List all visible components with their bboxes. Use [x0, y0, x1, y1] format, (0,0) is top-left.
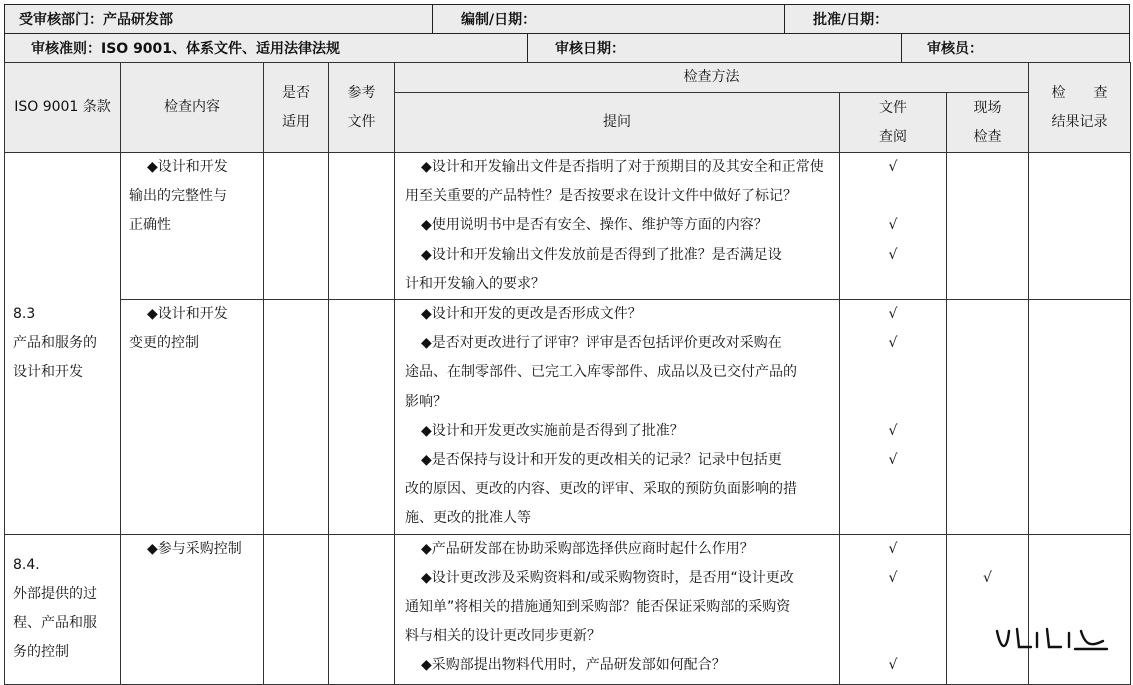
reference-cell	[329, 300, 395, 535]
col-header-site-check: 现场 检查	[947, 93, 1029, 153]
doc-review-cell: √ √ √	[840, 153, 947, 300]
content-cell: ◆设计和开发 输出的完整性与 正确性	[121, 153, 264, 300]
watermark-scribble	[991, 623, 1111, 653]
col-header-method: 检查方法	[395, 63, 1029, 93]
col-header-content: 检查内容	[121, 63, 264, 153]
content-cell: ◆参与采购控制	[121, 534, 264, 684]
applicable-cell	[264, 153, 329, 300]
site-check-cell: √	[947, 534, 1029, 684]
result-cell	[1029, 534, 1131, 684]
question-cell: ◆产品研发部在协助采购部选择供应商时起什么作用？ ◆设计更改涉及采购资料和/或采购物资时，是否用“设计更改 通知单”将相关的措施通知到采购部？能否保证采购部的采购资 料与相关的设计更改同步更新？ ◆采购部提出物料代用时，产品研发部如何配合？	[395, 534, 840, 684]
col-header-applicable: 是否 适用	[264, 63, 329, 153]
site-check-cell	[947, 300, 1029, 535]
clause-cell: 8.3 产品和服务的 设计和开发	[5, 153, 121, 535]
audit-date: 审核日期：	[555, 41, 625, 57]
question-cell: ◆设计和开发输出文件是否指明了对于预期目的及其安全和正常使 用至关重要的产品特性？是否按要求在设计文件中做好了标记？ ◆使用说明书中是否有安全、操作、维护等方面的内容？ ◆设计和开发输出文件发放前是否得到了批准？是否满足设 计和开发输入的要求？	[395, 153, 840, 300]
reference-cell	[329, 534, 395, 684]
result-cell	[1029, 300, 1131, 535]
prepared-date: 编制/日期：	[461, 12, 537, 28]
applicable-cell	[264, 534, 329, 684]
result-cell	[1029, 153, 1131, 300]
col-header-result: 检 查 结果记录	[1029, 63, 1131, 153]
content-cell: ◆设计和开发 变更的控制	[121, 300, 264, 535]
table-row	[5, 153, 1131, 300]
audit-criteria: 审核准则：ISO 9001、体系文件、适用法律法规	[31, 41, 341, 57]
clause-cell: 8.4. 外部提供的过 程、产品和服 务的控制	[5, 534, 121, 684]
col-header-clause: ISO 9001 条款	[5, 63, 121, 153]
table-row	[5, 534, 1131, 684]
audited-department: 受审核部门：产品研发部	[19, 12, 173, 28]
col-header-reference: 参考 文件	[329, 63, 395, 153]
col-header-question: 提问	[395, 93, 840, 153]
reference-cell	[329, 153, 395, 300]
applicable-cell	[264, 300, 329, 535]
doc-review-cell: √ √ √ √	[840, 300, 947, 535]
col-header-doc-review: 文件 查阅	[840, 93, 947, 153]
auditor: 审核员：	[927, 41, 983, 57]
question-cell: ◆设计和开发的更改是否形成文件？ ◆是否对更改进行了评审？评审是否包括评价更改对采购在 途品、在制零部件、已完工入库零部件、成品以及已交付产品的 影响？ ◆设计和开发更改实施前是否得到了批准？ ◆是否保持与设计和开发的更改相关的记录？记录中包括更 改的原因、更改的内容、更改的评审、采取的预防负面影响的措 施、更改的批准人等	[395, 300, 840, 535]
checklist-table	[4, 62, 1131, 685]
site-check-cell	[947, 153, 1029, 300]
header-row-2	[4, 33, 1130, 63]
approved-date: 批准/日期：	[813, 12, 889, 28]
header-row-1	[4, 4, 1130, 34]
table-row	[5, 300, 1131, 535]
doc-review-cell: √ √ √	[840, 534, 947, 684]
